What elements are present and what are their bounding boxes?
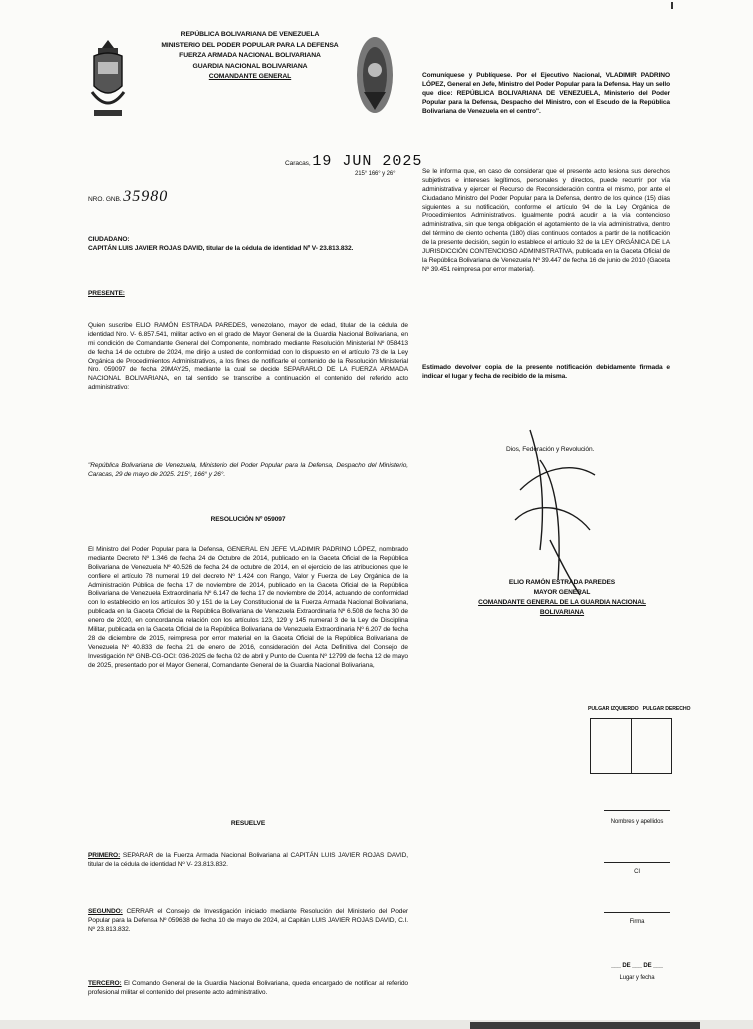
resolution-tercero [88, 980, 408, 998]
fingerprint-boxes [590, 718, 672, 774]
resolution-title: RESOLUCIÓN Nº 059097 [210, 516, 286, 523]
signer-name: ELIO RAMÓN ESTRADA PAREDES [508, 579, 616, 586]
date-stamp [285, 152, 422, 172]
right-paragraph-2: Se le informa que, en caso de considerar que el presente acto lesiona sus derechos subjetivos e intereses legítimos, personales y directos, puede recurrir por vía administrativa y ejercer el Recurso de Reconsideración contra el mismo, por ante el Ciudadano Ministro del Poder Popular para la Defensa, dentro de los quince (15) días siguientes a su notificación, conforme el artículo 94 de la Ley Orgánica de Procedimientos Administrativos. Igualmente podrá acudir a la vía contencioso administrativa, sin que tenga obligación el agotamiento de la vía administrativa, dentro del término de ciento ochenta (180) días continuos contados a partir de la notificación de la presente decisión, según lo establece el artículo 32 de la LEY ORGÁNICA DE LA JURISDICCIÓN CONTENCIOSO ADMINISTRATIVA, publicada en la Gaceta Oficial de la República Bolivariana de Venezuela Nº 39.447 de fecha 16 de junio de 2010 (Gaceta Nº 39.451 reimpresa por error material). [422, 168, 670, 273]
resolution-segundo [88, 908, 408, 935]
header-line-4: GUARDIA NACIONAL BOLIVARIANA [192, 62, 308, 70]
header-line-3: FUERZA ARMADA NACIONAL BOLIVARIANA [179, 52, 321, 60]
quoted-heading: "República Bolivariana de Venezuela, Ministerio del Poder Popular para la Defensa, Despacho del Ministerio, Caracas, 29 de mayo de 2025. 215°, 166° y 26°. [88, 462, 408, 478]
place-date-label: Lugar y fecha [619, 975, 655, 981]
resolution-segundo-label: SEGUNDO: [88, 908, 123, 915]
date-stamp-date: 19 JUN 2025 [312, 153, 423, 170]
name-label: Nombres y apellidos [610, 819, 664, 825]
right-paragraph-3: Estimado devolver copia de la presente notificación debidamente firmada e indicar el lugar y fecha de recibido de la misma. [422, 364, 670, 380]
resuelve-heading: RESUELVE [230, 820, 266, 827]
firma-line [604, 912, 670, 913]
ci-line [604, 862, 670, 863]
resolution-primero-text: SEPARAR de la Fuerza Armada Nacional Bolivariana al CAPITÁN LUIS JAVIER ROJAS DAVID, titular de la cédula de identidad Nº V- 23.813.832. [88, 852, 408, 868]
right-paragraph-1: Comuníquese y Publíquese. Por el Ejecutivo Nacional, VLADIMIR PADRINO LÓPEZ, General en Jefe, Ministro del Poder Popular para la Defensa. Hay un sello que dice: REPÚBLICA BOLIVARIANA DE VENEZUELA, Ministerio del Poder Popular para la Defensa, Despacho del Ministro, con el Escudo de la República Bolivariana de Venezuela en el centro". [422, 72, 670, 115]
resolution-segundo-text: CERRAR el Consejo de Investigación iniciado mediante Resolución del Ministerio del Poder Popular para la Defensa Nº 059638 de fecha 10 de mayo de 2024, al Capitán LUIS JAVIER ROJAS DAVID, C.I. Nº 23.813.832. [88, 908, 408, 933]
coat-of-arms-left-icon [88, 34, 128, 122]
addressee-label: CIUDADANO: [88, 236, 130, 243]
addressee [88, 236, 408, 254]
institution-header [150, 30, 350, 83]
signer-title: COMANDANTE GENERAL DE LA GUARDIA NACIONAL BOLIVARIANA [478, 598, 646, 616]
firma-label: Firma [629, 919, 645, 925]
header-line-2: MINISTERIO DEL PODER POPULAR PARA LA DEFENSA [161, 41, 339, 49]
resolution-tercero-label: TERCERO: [88, 980, 122, 987]
body-paragraph-2: El Ministro del Poder Popular para la Defensa, GENERAL EN JEFE VLADIMIR PADRINO LÓPEZ, nombrado mediante Decreto Nº 1.346 de fecha 24 de Octubre de 2014, publicado en la Gaceta Oficial de la República Bolivariana de Venezuela Nº 40.526 de fecha 24 de octubre de 2014, en el ejercicio de las atribuciones que le confiere el artículo 78 numeral 19 del decreto Nº 1.424 con Rango, Valor y Fuerza de Ley Orgánica de la Administración Pública de fecha 17 de noviembre de 2014, publicado en la Gaceta Oficial de la República Bolivariana de Venezuela Extraordinaria Nº 6.147 de fecha 17 de noviembre de 2014, actuando de conformidad con lo establecido en los artículos 30 y 151 de la Ley Constitucional de la Fuerza Armada Nacional Bolivariana, publicada en la Gaceta Oficial de la República Bolivariana de Venezuela Extraordinaria Nº 6.508 de fecha 30 de enero de 2020, en concordancia relación con los artículos 123, 129 y 145 numeral 3 de la Ley de Disciplina Militar, publicada en la Gaceta Oficial de la República Bolivariana de Venezuela Extraordinaria Nº 6.207 de fecha 28 de diciembre de 2015, reimpresa por error material en la Gaceta Oficial de la República Bolivariana de Venezuela Nº 40.833 de fecha 21 de enero de 2016, consideración del Acta Definitiva del Consejo de Investigación Nº GNB-CG-OCI: 036-2025 de fecha 02 de abril y Punto de Cuenta Nº 12799 de fecha 12 de mayo de 2025, presentado por el Mayor General, Comandante General de la Guardia Nacional Bolivariana, [88, 546, 408, 669]
document-number [88, 186, 168, 208]
ci-label: CI [634, 869, 640, 875]
header-commander: COMANDANTE GENERAL [208, 73, 292, 81]
signer-rank: MAYOR GENERAL [533, 588, 591, 596]
fingerprint-left-label: PULGAR IZQUIERDO [588, 706, 639, 712]
name-signature-line [604, 810, 670, 811]
fingerprint-headers [588, 706, 691, 713]
signature-intro: Dios, Federación y Revolución. [506, 446, 595, 453]
date-stamp-sub: 215° 166° y 26° [355, 171, 396, 177]
date-field: ___ DE ___ DE ___ [611, 963, 663, 969]
presente-heading: PRESENTE: [88, 290, 125, 297]
fingerprint-box-right [631, 719, 672, 773]
scan-border-bar [470, 1022, 700, 1029]
document-number-value: 35980 [123, 188, 169, 205]
document-number-label: NRO. GNB. [88, 196, 122, 203]
body-paragraph-1: Quien suscribe ELIO RAMÓN ESTRADA PAREDES, venezolano, mayor de edad, titular de la cédula de identidad Nro. V- 6.857.541, militar activo en el grado de Mayor General de la Guardia Nacional Bolivariana, en mi condición de Comandante General del Componente, nombrado mediante Resolución Ministerial Nº 058413 de fecha 14 de octubre de 2024, me dirijo a usted de conformidad con lo dispuesto en el artículo 73 de la Ley Orgánica de Procedimientos Administrativos, a los fines de notificarle el contenido de la Resolución Ministerial Nro. 059097 de fecha 29MAY25, mediante la cual se decide SEPARARLO DE LA FUERZA ARMADA NACIONAL BOLIVARIANA, en tal sentido se transcribe a continuación el contenido del referido acto administrativo: [88, 322, 408, 392]
guard-emblem-right-icon [354, 30, 396, 120]
fingerprint-box-left [591, 719, 631, 773]
scan-mark [671, 2, 673, 9]
header-line-1: REPÚBLICA BOLIVARIANA DE VENEZUELA [180, 31, 320, 38]
signature-block [462, 578, 662, 618]
resolution-primero [88, 852, 408, 870]
resolution-tercero-text: El Comando General de la Guardia Nacional Bolivariana, queda encargado de notificar al referido profesional militar el contenido del presente acto administrativo. [88, 980, 408, 996]
fingerprint-right-label: PULGAR DERECHO [642, 706, 691, 712]
addressee-line: CAPITÁN LUIS JAVIER ROJAS DAVID, titular de la cédula de identidad Nº V- 23.813.832. [88, 244, 354, 252]
date-stamp-prefix: Caracas, [285, 160, 311, 167]
resolution-primero-label: PRIMERO: [88, 852, 121, 859]
